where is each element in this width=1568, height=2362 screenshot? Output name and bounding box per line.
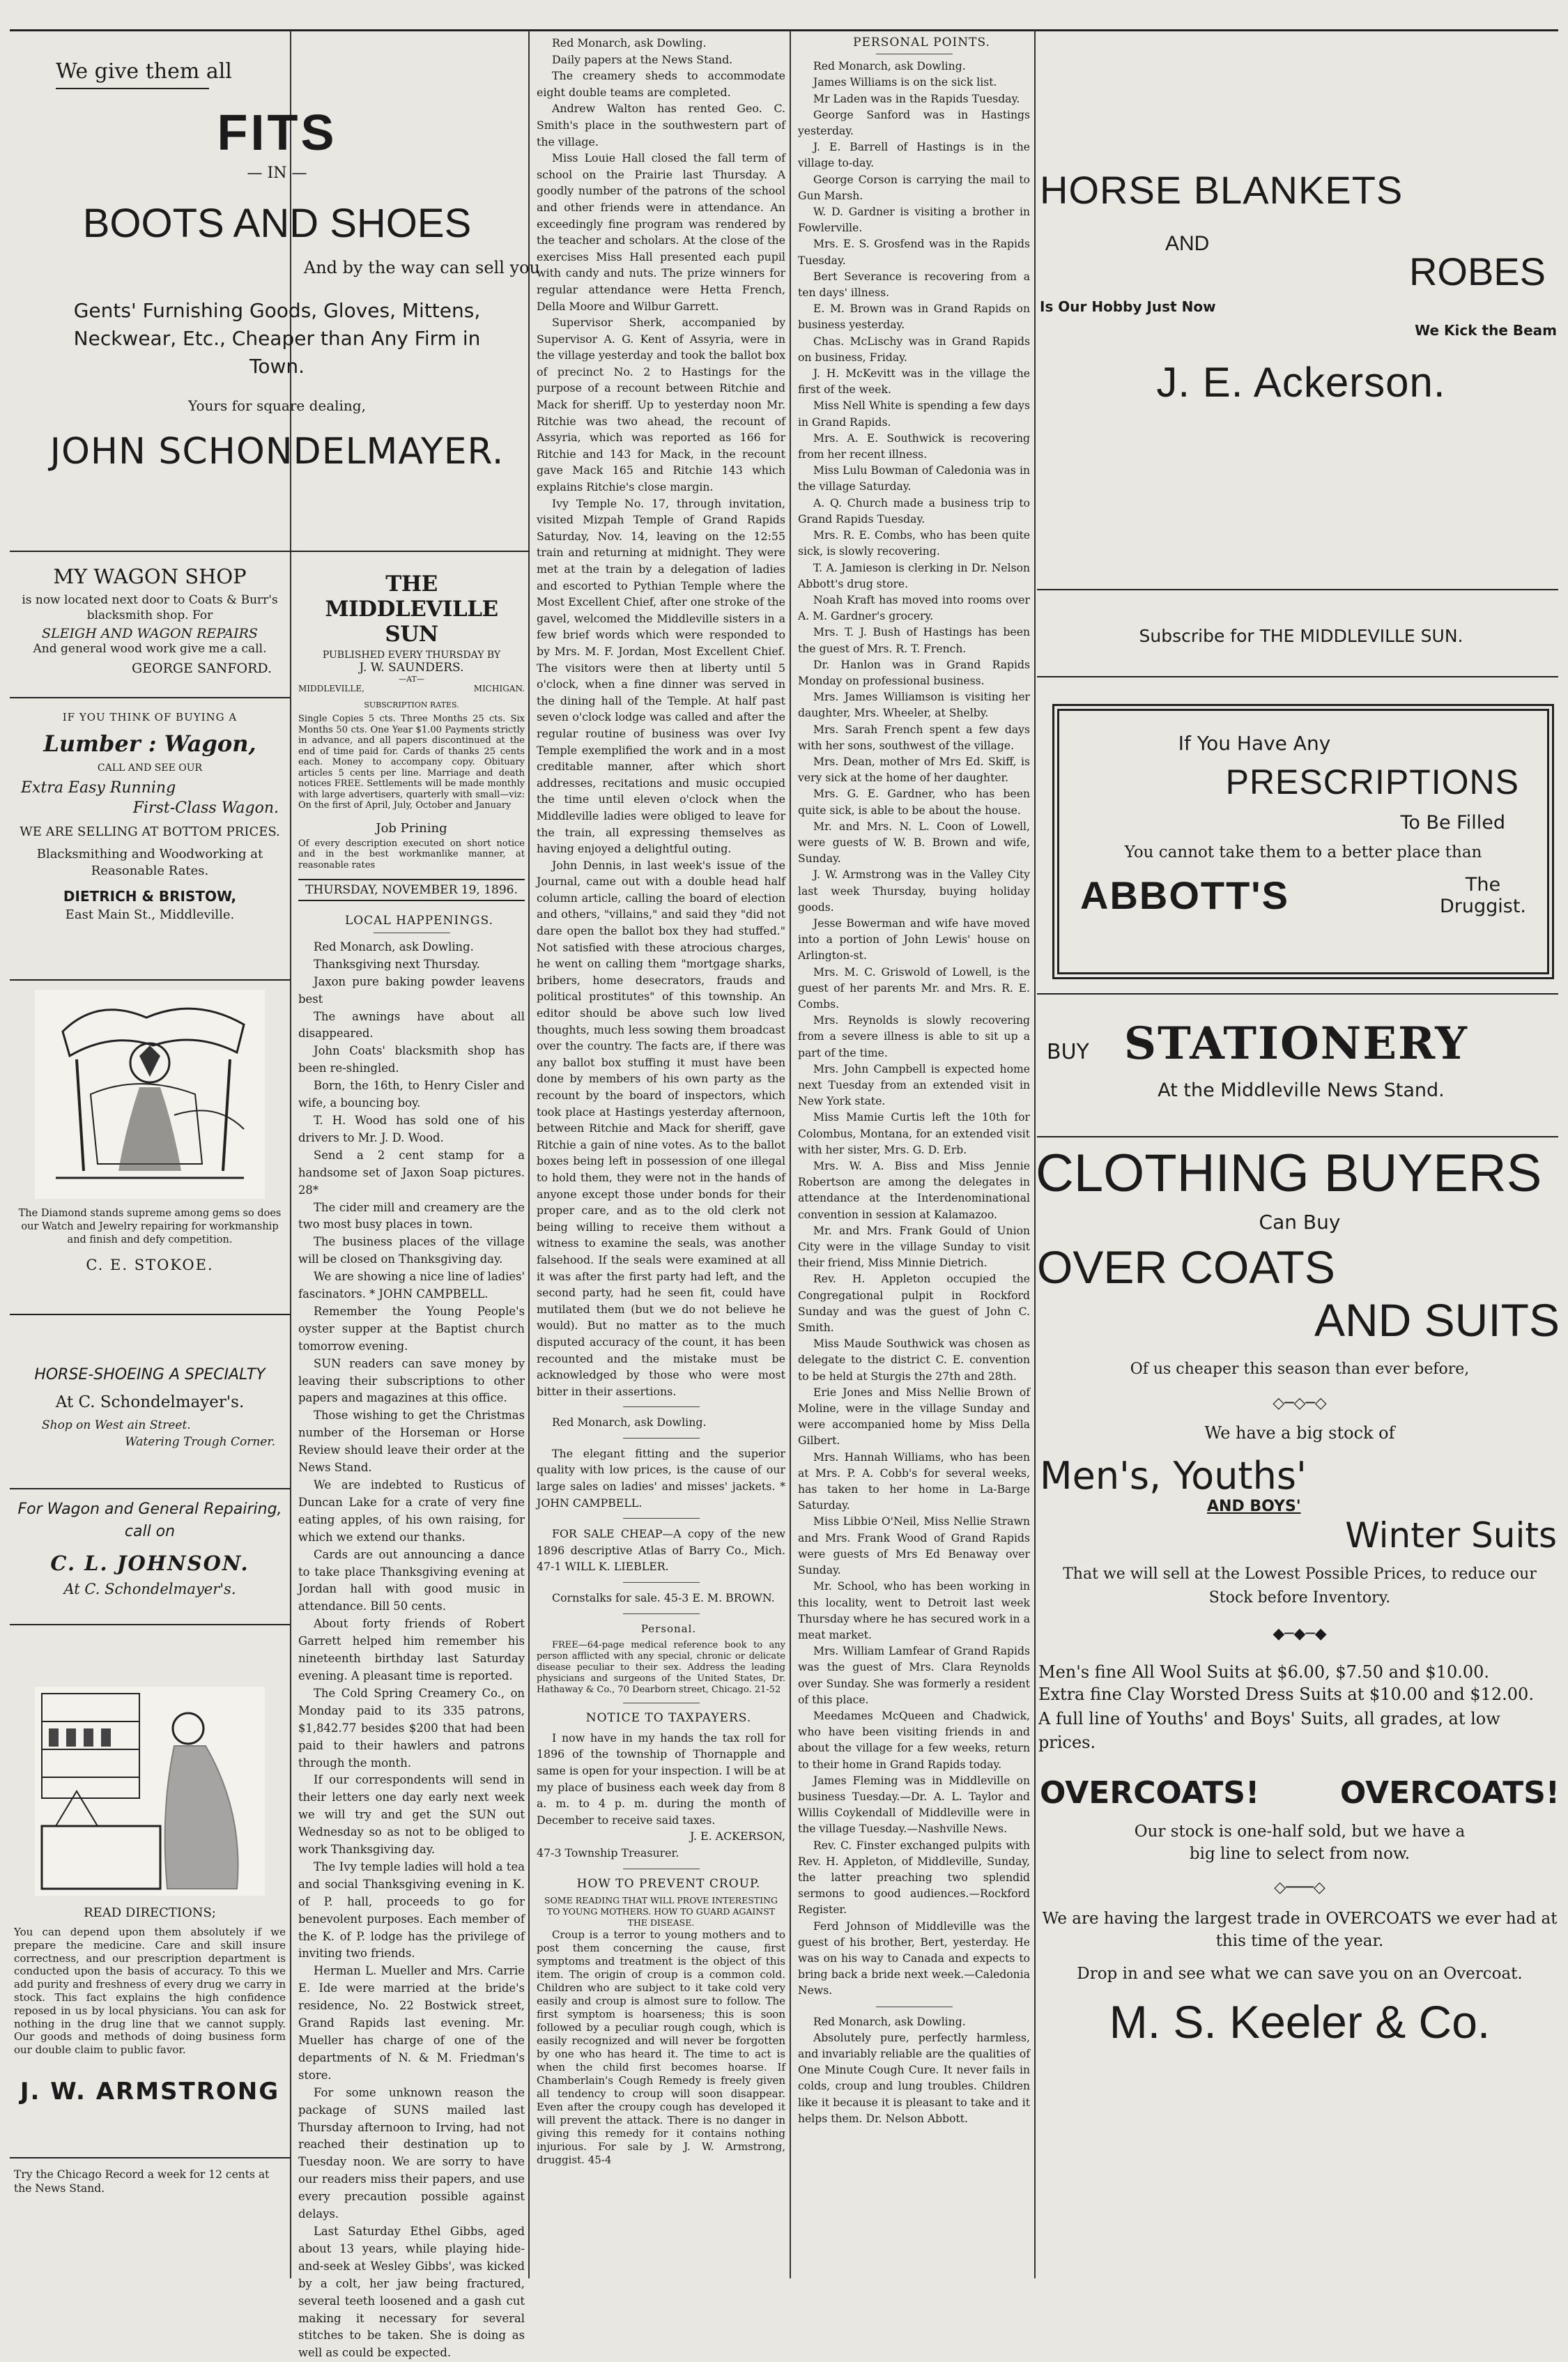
fits-yours: Yours for square dealing, [188,397,366,414]
personal-item: Mr Laden was in the Rapids Tuesday. [813,92,1020,105]
armstrong-text: You can depend upon them absolutely if we prepare the medicine. Care and skill insure correctness, and our prescription department is conducted upon the basis of accuracy. To this we add purity and freshness of every drug we carry in stock. This fact explains the high confidence reposed in us by local physicians. You can ask for nothing in the drug line that we cannot supply. Our goods and methods of doing business form our double claim to public favor. [14,1926,286,2057]
horseshoe-at: At C. Schondelmayer's. [55,1393,245,1411]
armstrong-ad [14,1687,286,2161]
blankets-hobby: Is Our Hobby Just Now [1040,298,1216,315]
horseshoe-trough: Watering Trough Corner. [125,1435,275,1449]
personal-item: James Fleming was in Middleville on business Tuesday.—Dr. A. L. Taylor and Willis Coykendall of Middleville were in the village Tuesday.—Nashville News. [798,1774,1030,1836]
personal-item: Miss Lulu Bowman of Caledonia was in the village Saturday. [798,464,1030,493]
job-text: Of every description executed on short notice and in the best workmanlike manner, at reasonable rates [298,838,525,871]
keeler-overcoats: OVER COATS [1037,1241,1335,1293]
masthead-place-left: MIDDLEVILLE, [298,684,364,693]
abbott-cant: You cannot take them to a better place than [1124,843,1482,861]
personal-item: Miss Libbie O'Neil, Miss Nellie Strawn and Mrs. Frank Wood of Grand Rapids were guests of Mrs Ed Benaway over Sunday. [798,1515,1030,1577]
abbott-line1: If You Have Any [1178,732,1331,755]
keeler-youths: A full line of Youths' and Boys' Suits, all grades, at low prices. [1038,1709,1500,1752]
lumber-call: CALL AND SEE OUR [97,762,203,774]
local-item: Thanksgiving next Thursday. [314,957,480,971]
throne-illustration [35,990,265,1199]
keeler-oc1: OVERCOATS! [1040,1775,1260,1811]
personal-item: Jesse Bowerman and wife have moved into a portion of John Lewis' house on Arlington-st. [798,917,1030,963]
stokoe-text: The Diamond stands supreme among gems so does our Watch and Jewelry repairing for workmanship and finish and defy competition. [18,1208,282,1245]
keeler-wool: Men's fine All Wool Suits at $6.00, $7.50 and $10.00. [1038,1662,1490,1682]
lumber-first: First-Class Wagon. [132,799,279,817]
stationery-ad [1040,1018,1562,1129]
rates-heading: SUBSCRIPTION RATES. [364,700,459,710]
stokoe-ad [14,990,286,1282]
footer-left: Try the Chicago Record a week for 12 cents at the News Stand. [14,2168,270,2195]
local-item: The awnings have about all disappeared. [298,1009,525,1041]
keeler-ad [1034,1143,1565,2272]
lumber-black: Blacksmithing and Woodworking at Reasonable Rates. [36,847,263,878]
lumber-addr: East Main St., Middleville. [65,907,235,922]
ornament-divider-2: ◆─◆─◆ [1273,1625,1327,1643]
col3-item: Miss Louie Hall closed the fall term of school on the Prairie last Thursday. A goodly number of the patrons of the school and other friends were in attendance. An exceedingly fine program was rendered by the teacher and scholars. At the close of the exercises Miss Hall presented each pupil with candy and nuts. The prize winners for regular attendance were Hetta French, Della Moore and Wilbur Garrett. [537,151,785,313]
col3-item: The elegant fitting and the superior quality with low prices, is the cause of our large sales on ladies' and misses' jackets. * JOHN CAMPBELL. [537,1446,785,1510]
local-item: Those wishing to get the Christmas number of the Horseman or Horse Review should leave their order at the News Stand. [298,1409,525,1475]
personal-item: Mrs. James Williamson is visiting her daughter, Mrs. Wheeler, at Shelby. [798,691,1030,720]
local-item: Cards are out announcing a dance to take place Thanksgiving evening at Jordan hall with good music in attendance. Bill 50 cents. [298,1547,525,1613]
local-item: Send a 2 cent stamp for a handsome set of Jaxon Soap pictures. 28* [298,1148,525,1197]
local-heading: LOCAL HAPPENINGS. [344,914,494,928]
personal-item: Mrs. T. J. Bush of Hastings has been the guest of Mrs. R. T. French. [798,626,1030,655]
personal-item: Miss Nell White is spending a few days in Grand Rapids. [798,399,1030,429]
col3-item: Supervisor Sherk, accompanied by Supervisor A. G. Kent of Assyria, were in the village yesterday and took the ballot box of precinct No. 2 to Hastings for the purpose of a recount between Ritchie and Mack for sheriff. Up to yesterday noon Mr. Ritchie was two ahead, the recount of Assyria, which was reported as 166 for Ritchie and 143 for Mack, in the recount gave Mack 165 and Ritchie 143 which explains Ritchie's close margin. [537,316,785,494]
personal-item: Meedames McQueen and Chadwick, who have been visiting friends in and about the village for a few weeks, return to their home in Grand Rapids today. [798,1709,1030,1771]
personal-item: J. H. McKevitt was in the village the first of the week. [798,367,1030,397]
col3-item: Daily papers at the News Stand. [552,52,733,66]
personal-item: Mrs. John Campbell is expected home next Tuesday from an extended visit in New York state. [798,1062,1030,1108]
personal-item: Noah Kraft has moved into rooms over A. M. Gardner's grocery. [798,593,1030,623]
personal-item: Miss Maude Southwick was chosen as delegate to the district C. E. convention to be held at Sturgis the 27th and 28th. [798,1337,1030,1383]
personal-heading: PERSONAL POINTS. [853,36,990,49]
fits-ad [14,42,540,540]
local-item: T. H. Wood has sold one of his drivers to Mr. J. D. Wood. [298,1113,525,1144]
keeler-clay: Extra fine Clay Worsted Dress Suits at $10.00 and $12.00. [1038,1685,1534,1704]
local-happenings [298,910,525,2360]
col3-item: Andrew Walton has rented Geo. C. Smith's place in the southwestern part of the village. [537,102,785,148]
local-item: The Cold Spring Creamery Co., on Monday paid to its 335 patrons, $1,842.77 besides $200 that had been paid to their hawlers and patrons through the month. [298,1686,525,1770]
local-item: We are showing a nice line of ladies' fascinators. * JOHN CAMPBELL. [298,1270,525,1301]
stationery-at: At the Middleville News Stand. [1158,1080,1445,1101]
fits-name: JOHN SCHONDELMAYER. [49,431,505,473]
masthead-pub: PUBLISHED EVERY THURSDAY BY [322,650,501,661]
personal-item: Chas. McLischy was in Grand Rapids on business, Friday. [798,335,1030,364]
personal-item: Mrs. M. C. Griswold of Lowell, is the guest of her parents Mr. and Mrs. R. E. Combs. [798,965,1030,1011]
horseshoe-ad [14,1366,286,1485]
local-item: The Ivy temple ladies will hold a tea and social Thanksgiving evening in K. of P. hall, proceeds to go for benevolent purposes. Each member of the K. of P. lodge has the privilege of inviting two friends. [298,1859,525,1961]
blankets-and: AND [1165,232,1210,255]
local-item: Last Saturday Ethel Gibbs, aged about 13 years, while playing hide-and-seek at Wesley Gibbs', was kicked by a colt, her jaw being fractured, several teeth loosened and a gash cut making it necessary for several stitches to be taken. She is doing as well as could be expected. [298,2224,525,2360]
keeler-canbuy: Can Buy [1259,1211,1341,1234]
blankets-beam: We Kick the Beam [1415,322,1557,339]
personal-item: Miss Mamie Curtis left the 10th for Colombus, Montana, for an extended visit with her sister, Mrs. G. D. Erb. [798,1111,1030,1156]
personal-item: Mrs. Dean, mother of Mrs Ed. Skiff, is very sick at the home of her daughter. [798,755,1030,785]
personal-item: Mrs. Hannah Williams, who has been at Mrs. P. A. Cobb's for several weeks, has taken to her home in La-Barge Saturday. [798,1450,1030,1512]
local-item: We are indebted to Rusticus of Duncan Lake for a crate of very fine eating apples, of his own raising, for which we extend our thanks. [298,1478,525,1544]
stokoe-name: C. E. STOKOE. [86,1257,214,1273]
local-item: SUN readers can save money by leaving their subscriptions to other papers and magazines at this office. [298,1356,525,1405]
armstrong-title: READ DIRECTIONS; [84,1905,216,1920]
taxpayers-signature: J. E. ACKERSON, [689,1830,785,1843]
lumber-selling: WE ARE SELLING AT BOTTOM PRICES. [20,825,280,839]
job-heading: Job Prining [376,820,447,836]
keeler-lowest: That we will sell at the Lowest Possible Prices, to reduce our Stock before Inventory. [1063,1565,1537,1606]
personal-item: Mrs. E. S. Grosfend was in the Rapids Tuesday. [798,238,1030,267]
personal-item: Rev. H. Appleton occupied the Congregational pulpit in Rockford Sunday and was the guest of John C. Smith. [798,1273,1030,1335]
keeler-winter: Winter Suits [1345,1515,1557,1556]
personal-item: Mr. and Mrs. Frank Gould of Union City were in the village Sunday to visit their friend, Miss Minnie Dietrich. [798,1224,1030,1270]
horseshoe-title: HORSE-SHOEING A SPECIALTY [34,1366,266,1383]
personal-points [798,35,1030,2272]
column-three [537,35,785,2272]
abbott-druggist: Druggist. [1439,895,1526,917]
blankets-ad [1040,167,1562,474]
stationery-main: STATIONERY [1123,1018,1468,1070]
johnson-name: C. L. JOHNSON. [50,1551,249,1575]
pharmacy-illustration [35,1687,265,1896]
lumber-firm: DIETRICH & BRISTOW, [63,888,237,905]
keeler-boys: AND BOYS' [1207,1498,1301,1515]
personal-item: Erie Jones and Miss Nellie Brown of Moline, were in the village Sunday and were accompanied home by Miss Della Gilbert. [798,1386,1030,1448]
croup-text: Croup is a terror to young mothers and to post them concerning the cause, first symptoms and treatment is the object of this item. The origin of croup is a common cold. Children who are subject to it take cold very easily and croup is almost sure to follow. The first symptom is hoarseness; this is soon followed by a peculiar rough cough, which is easily recognized and will never be forgotten by one who has heard it. The time to act is when the child first becomes hoarse. If Chamberlain's Cough Remedy is freely given all tendency to croup will soon disappear. Even after the croupy cough has developed it will prevent the attack. There is no danger in giving this remedy for it contains nothing injurious. For sale by J. W. Armstrong, druggist. 45-4 [537,1928,785,2167]
personal-item: Mrs. William Lamfear of Grand Rapids was the guest of Mrs. Clara Reynolds over Sunday. She was formerly a resident of this place. [798,1645,1030,1706]
local-item: The business places of the village will be closed on Thanksgiving day. [298,1235,525,1266]
armstrong-name: J. W. ARMSTRONG [20,2077,280,2106]
masthead-place-right: MICHIGAN. [473,684,525,693]
personal-item: Ferd Johnson of Middleville was the guest of his brother, Bert, yesterday. He was on his way to Canada and expects to bring back a bride next week.—Caledonia News. [798,1919,1030,1997]
masthead-title: THE MIDDLEVILLE SUN [325,572,498,647]
ornament-divider-3: ◇───◇ [1274,1879,1325,1896]
keeler-clothing: CLOTHING BUYERS [1036,1144,1542,1203]
blankets-robes: ROBES [1408,250,1546,293]
lumber-main: Lumber : Wagon, [43,730,256,757]
keeler-name: M. S. Keeler & Co. [1109,1996,1491,2048]
masthead [298,572,525,906]
blankets-name: J. E. Ackerson. [1156,359,1446,406]
local-item: If our correspondents will send in their letters one day early next week we will try and get the SUN out Wednesday so as not to be obliged to work Thanksgiving day. [298,1773,525,1857]
personal-item: E. M. Brown was in Grand Rapids on business yesterday. [798,302,1030,332]
keeler-half: Our stock is one-half sold, but we have a big line to select from now. [1134,1823,1466,1863]
personal-item: T. A. Jamieson is clerking in Dr. Nelson Abbott's drug store. [798,561,1030,590]
personal-ad-heading: Personal. [640,1622,697,1635]
keeler-oc2: OVERCOATS! [1339,1775,1560,1811]
personal-item: J. W. Armstrong was in the Valley City last week Thursday, buying holiday goods. [798,868,1030,914]
fits-title: FITS [217,105,337,161]
wagon-line2: And general wood work give me a call. [33,642,267,656]
johnson-ad [14,1498,286,1617]
personal-item: Mrs. A. E. Southwick is recovering from her recent illness. [798,431,1030,461]
personal-item: W. D. Gardner is visiting a brother in Fowlerville. [798,206,1030,235]
keeler-largest: We are having the largest trade in OVERCOATS we ever had at this time of the year. [1042,1910,1558,1950]
issue-date: THURSDAY, NOVEMBER 19, 1896. [305,883,518,897]
keeler-cheaper: Of us cheaper this season than ever before, [1130,1360,1470,1378]
personal-item: Rev. C. Finster exchanged pulpits with Rev. H. Appleton, of Middleville, Sunday, the latter preaching two splendid sermons to good audiences.—Rockford Register. [798,1839,1030,1917]
croup-subheading: SOME READING THAT WILL PROVE INTERESTING TO YOUNG MOTHERS. HOW TO GUARD AGAINST THE DISEASE. [544,1895,778,1928]
keeler-big: We have a big stock of [1204,1423,1395,1443]
masthead-at: —AT— [399,675,424,684]
wagon-line1: is now located next door to Coats & Burr's blacksmith shop. For [22,593,278,622]
masthead-by: J. W. SAUNDERS. [359,661,464,675]
personal-item: Mr. and Mrs. N. L. Coon of Lowell, were guests of W. B. Brown and wife, Sunday. [798,820,1030,866]
rates-text: Single Copies 5 cts. Three Months 25 cts. Six Months 50 cts. One Year $1.00 Payments strictly in advance, and all papers discontinued at the end of time paid for. Cards of thanks 25 cents each. Money to accompany copy. Obituary articles 5 cents per line. Marriage and death notices FREE. Settlements will be made monthly with large advertisers, quarterly with small—viz: On the first of April, July, October and January [298,714,525,811]
personal-item: Bert Severance is recovering from a ten days' illness. [798,270,1030,300]
local-item: John Coats' blacksmith shop has been re-shingled. [298,1044,525,1075]
abbott-ad [1052,704,1554,979]
local-item: The cider mill and creamery are the two most busy places in town. [298,1200,525,1232]
horseshoe-shop: Shop on West ain Street. [42,1418,191,1432]
fits-in: — IN — [247,164,307,182]
croup-heading: HOW TO PREVENT CROUP. [576,1876,761,1891]
personal-item: Red Monarch, ask Dowling. [813,60,966,73]
personal-item: George Corson is carrying the mail to Gun Marsh. [798,173,1030,202]
stationery-buy: BUY [1047,1040,1089,1064]
col3-item: Cornstalks for sale. 45-3 E. M. BROWN. [552,1591,775,1605]
personal-item: Mrs. Reynolds is slowly recovering from a severe illness is able to sit up a part of the time. [798,1014,1030,1059]
personal-item: Mrs. G. E. Gardner, who has been quite sick, is able to be about the house. [798,788,1030,817]
subscribe-line: Subscribe for THE MIDDLEVILLE SUN. [1139,626,1463,646]
abbott-prescriptions: PRESCRIPTIONS [1225,762,1519,802]
abbott-filled: To Be Filled [1400,812,1505,834]
personal-item: Mrs. W. A. Biss and Miss Jennie Robertson are among the delegates in attendance at the Interdenominational convention in session at Kalamazoo. [798,1160,1030,1221]
local-item: Red Monarch, ask Dowling. [314,940,474,953]
local-item: About forty friends of Robert Garrett helped him remember his nineteenth birthday last Saturday evening. A pleasant time is reported. [298,1617,525,1682]
taxpayers-text: I now have in my hands the tax roll for 1896 of the township of Thornapple and same is open for your inspection. I will be at my place of business each week day from 8 a. m. to 4 p. m. during the month of December to receive said taxes. [537,1731,785,1827]
personal-item: Mr. School, who has been working in this locality, went to Detroit last week Thursday where he has secured work in a meat market. [798,1580,1030,1641]
col3-item: Red Monarch, ask Dowling. [552,36,707,49]
fits-boots: BOOTS AND SHOES [82,201,472,246]
personal-item: Mrs. R. E. Combs, who has been quite sick, is slowly recovering. [798,529,1030,558]
col3-item: FOR SALE CHEAP—A copy of the new 1896 descriptive Atlas of Barry Co., Mich. 47-1 WILL K. LIEBLER. [537,1527,785,1574]
johnson-at: At C. Schondelmayer's. [63,1581,236,1597]
col3-item: The creamery sheds to accommodate eight double teams are completed. [537,69,785,99]
wagon-shop-ad [14,565,286,690]
col3-item: Red Monarch, ask Dowling. [552,1416,707,1429]
fits-goods: Gents' Furnishing Goods, Gloves, Mittens, Neckwear, Etc., Cheaper than Any Firm in Town. [73,299,481,378]
keeler-drop: Drop in and see what we can save you on an Overcoat. [1077,1965,1523,1983]
personal-item: Mrs. Sarah French spent a few days with her sons, southwest of the village. [798,723,1030,752]
personal-item: J. E. Barrell of Hastings is in the village to-day. [798,141,1030,170]
ornament-divider: ◇─◇─◇ [1273,1395,1327,1412]
personal-ad-text: FREE—64-page medical reference book to any person afflicted with any special, chronic or delicate disease peculiar to their sex. Address the leading physicians and surgeons of the United States, Dr. Hathaway & Co., 70 Dearborn street, Chicago. 21-52 [537,1640,785,1696]
local-item: Jaxon pure baking powder leavens best [298,974,525,1006]
local-item: Born, the 16th, to Henry Cisler and wife, a bouncing boy. [298,1079,525,1110]
abbott-the: The [1465,873,1501,896]
personal-item: Dr. Hanlon was in Grand Rapids Monday on professional business. [798,658,1030,687]
lumber-wagon-ad [14,711,286,976]
col3-item: John Dennis, in last week's issue of the Journal, came out with a double head half column article, calling the board of election and others, "villains," and said they "did not dare open the ballot box they had stuffed." Not satisfied with these atrocious charges, he went on calling them "mortgage sharks, bribers, home desecrators, frauds and political prostitutes" of this township. An editor should be above such low lived thoughts, much less sowing them broadcast over the country. The facts are, if there was any ballot box stuffing it must have been done by members of his own party as the recount by the board of inspectors, which took place at Hastings yesterday afternoon, between Ritchie and Mack for sheriff, gave Ritchie a gain of nine votes. As to the ballot boxes being left in possession of one illegal to hold them, they were not in the hands of anyone except those under bonds for their proper care, and as to the old clerk not being willing to receive them without a witness to examine the seals, was another falsehood. If the seals were examined at all it was after the first party had left, and the second party, had he seen fit, could have mutilated them (but we do not believe he would). But no matter as to the much disputed accuracy of the count, it has been recounted and the mistake must be acknowledged by those who were most bitter in their assertions. [537,858,785,1398]
personal-item: George Sanford was in Hastings yesterday. [798,108,1030,138]
personal-item: Red Monarch, ask Dowling. [813,2015,966,2028]
keeler-mens: Men's, Youths' [1040,1454,1307,1498]
lumber-top: IF YOU THINK OF BUYING A [62,711,238,723]
personal-item: James Williams is on the sick list. [813,76,997,89]
taxpayers-signature-2: 47-3 Township Treasurer. [537,1846,679,1859]
fits-byway: And by the way can sell you [303,258,540,277]
blankets-title: HORSE BLANKETS [1040,168,1404,212]
fits-top: We give them all [56,59,232,84]
personal-item: Absolutely pure, perfectly harmless, and invariably reliable are the qualities of One Minute Cough Cure. It never fails in colds, croup and lung troubles. Children like it because it is pleasant to take and it helps them. Dr. Nelson Abbott. [798,2031,1030,2125]
lumber-easy: Extra Easy Running [21,779,176,797]
abbott-name: ABBOTT'S [1080,873,1289,917]
personal-item: A. Q. Church made a business trip to Grand Rapids Tuesday. [798,496,1030,526]
wagon-name: GEORGE SANFORD. [131,661,272,676]
taxpayers-heading: NOTICE TO TAXPAYERS. [585,1711,752,1726]
johnson-line: For Wagon and General Repairing, call on [17,1501,282,1540]
wagon-title: MY WAGON SHOP [53,565,247,588]
local-item: Herman L. Mueller and Mrs. Carrie E. Ide were married at the bride's residence, No. 22 Bostwick street, Grand Rapids last evening. Mr. Mueller has charge of one of the departments of N. & M. Friedman's store. [298,1964,525,2082]
local-item: Remember the Young People's oyster supper at the Baptist church tomorrow evening. [298,1304,525,1353]
keeler-suits: AND SUITS [1314,1294,1560,1346]
local-item: For some unknown reason the package of SUNS mailed last Thursday afternoon to Irving, had not reached their destination up to Tuesday noon. We are sorry to have our readers miss their papers, and use every precaution possible against delays. [298,2085,525,2221]
col3-item: Ivy Temple No. 17, through invitation, visited Mizpah Temple of Grand Rapids Saturday, Nov. 14, leaving on the 12:55 train and returning at midnight. They were met at the train by a delegation of ladies and escorted to Pythian Temple where the Most Excellent Chief, after one stroke of the gavel, welcomed the Middleville sisters in a few brief words which were responded to by Mrs. M. F. Jordan, Most Excellent Chief. The visitors were then at liberty until 5 o'clock, when a fine dinner was served in the dining hall of the Temple. At half past seven o'clock lodge was called and after the regular routine of business was over Ivy Temple exemplified the work and in a most creditable manner, after which short addresses, recitations and music occupied the time until eleven o'clock when the Middleville ladies were obliged to leave for the train, all expressing themselves as having enjoyed a delightful outing. [537,496,785,856]
wagon-repairs: SLEIGH AND WAGON REPAIRS [42,626,258,641]
